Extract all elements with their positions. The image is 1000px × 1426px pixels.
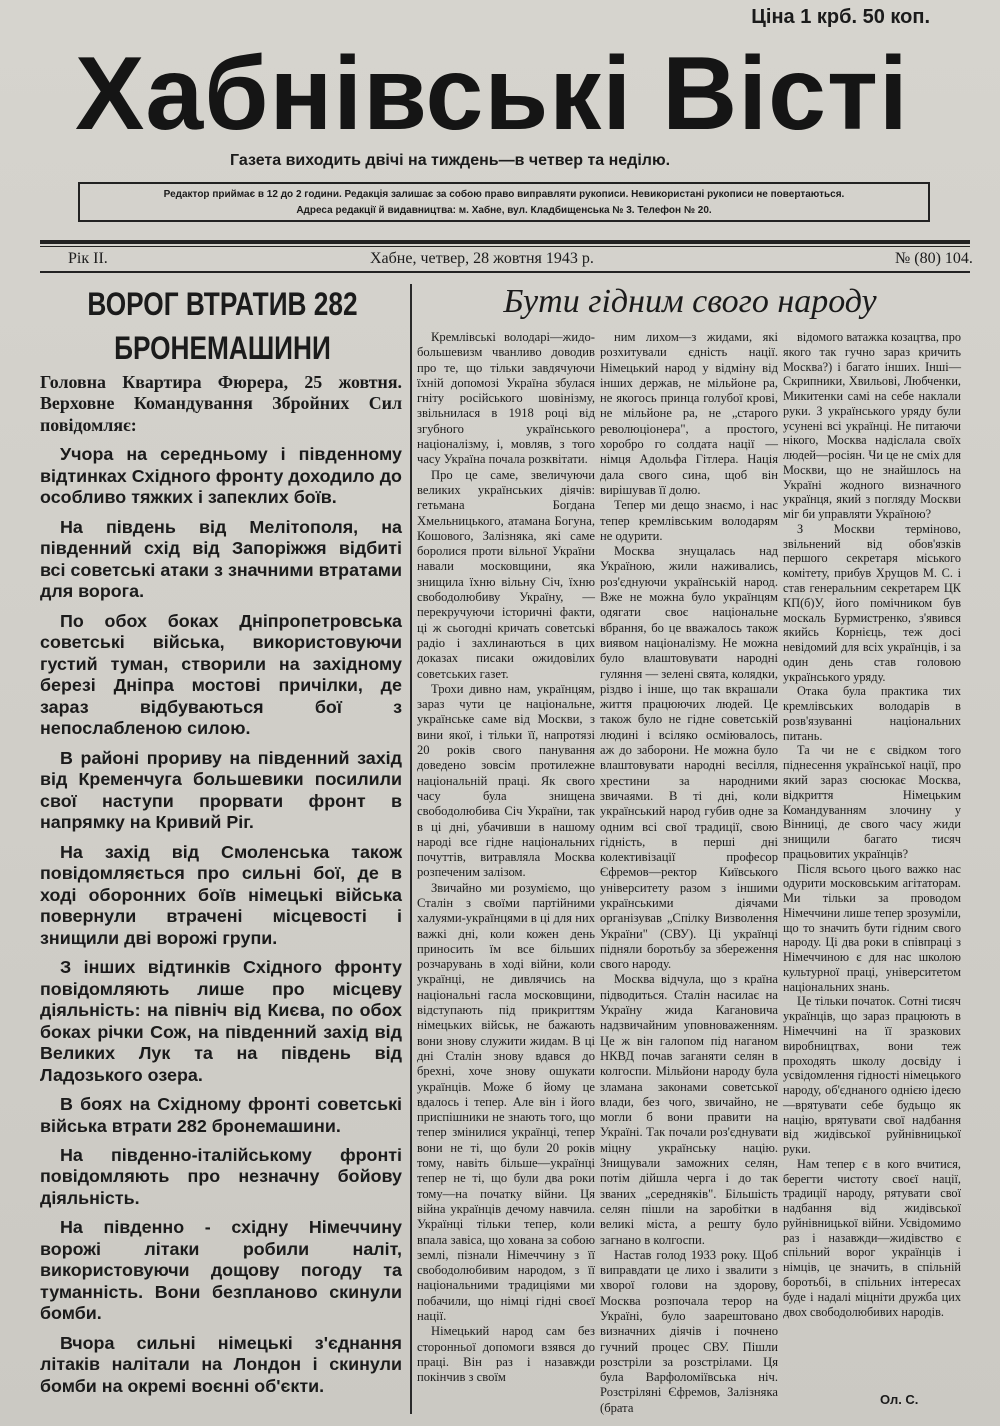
article-paragraph: Москва відчула, що з країна підводиться. Сталін насилає на Україну жида Кагановича надзвичайним уповноваженням. Це ж він галопом під наганом НКВД почав заганяти селян в колгоспи. Мільйони народу була зламана законами советської влади, без чого, звичайно, не могли б вони правити на Україні. Так почали роз'єднувати міцну українську націю. Знищували заможних селян, потім дійшла черга і до так званих „середняків". Більшість селян пішли на заробітки в великі міста, а решту було загнано в колгоспи. bbox=[600, 972, 778, 1247]
left-article-paragraph: На південно-італійському фронті повідомляють про незначну бойову діяльність. bbox=[40, 1144, 402, 1208]
article-paragraph: Кремлівські володарі—жидо-большевизм чванливо доводив про те, що тільки завдячуючи їхній допомозі Україна збулася гніту російського шовінізму, звільнилася в 1918 році від згубного українського націоналізму, і, мовляв, з того часу Україна почала розквітати. bbox=[417, 330, 595, 467]
left-article-paragraph: Учора на середньому і південному відтинках Східного фронту доходило до особливо тяжких і запеклих боїв. bbox=[40, 444, 402, 508]
masthead-title: Хабнівські Вісті bbox=[75, 36, 909, 152]
price-label: Ціна 1 крб. 50 коп. bbox=[751, 6, 930, 28]
top-rule-thin bbox=[40, 246, 970, 247]
article-paragraph: Звичайно ми розуміємо, що Сталін з своїми партійними халуями-українцями в ці для них важкі дні, коли кожен день приносить їм все більших розчарувань в ході війни, коли українці, не дивлячись на національні гасла московщини, відступають під прикриттям німецьких військ, не бажають вони знову служити жидам. В ці дні Сталін знову вдався до брехні, хоче знову ошукати українців. Може б йому це вдалось і тепер. Але він і його приспішники не знають того, що тепер змінилися українці, тепер вони не ті, що були 20 років тому, навіть більше—українці тепер не ті, що були два роки тому—на початку війни. Ця війна українців дечому навчила. Українці тільки тепер, коли впала завіса, що хована за собою землі, пізнали Німеччину з її свободолюбивим народом, з її національними традиціями ми побачили, що німці гідні своєї нації. bbox=[417, 880, 595, 1323]
left-article-headline: ВОРОГ ВТРАТИВ 282 БРОНЕМАШИНИ bbox=[87, 286, 358, 366]
article-paragraph: Нам тепер є в кого вчитися, берегти чистоту своєї нації, традиції народу, рятувати свої надбання від жидівської руйнівницької війни. Усвідомимо раз і назавжди—жидівство є спільний ворог українців і німців, це значить, в спільній боротьбі, в спільних інтересах буде і надалі міцніти дружба цих двох свободолюбивих народів. bbox=[783, 1156, 961, 1319]
article-paragraph: Німецький народ сам без сторонньої допомоги взявся до праці. Він раз і назавжди покінчив з своїм bbox=[417, 1324, 595, 1385]
left-article-paragraph: На південь від Мелітополя, на південний схід від Запоріжжя відбиті всі советські атаки з значними втратами для ворога. bbox=[40, 516, 402, 602]
left-article-paragraph: По обох боках Дніпропетровська советські війська, використовуючи густий туман, створили на західному березі Дніпра мостові причілки, де зараз відбуваються бої з непослабленою силою. bbox=[40, 610, 402, 739]
article-paragraph: Москва знущалась над Україною, жили наживались, роз'єднуючи українській народ. Вже не можна було українцям одягати своє національне вбрання, бо це вважалось також виявом націоналізму. Не можна було влаштовувати народні гуляння — зелені свята, колядки, різдво і інше, що так вкрашали життя працюючих людей. Це також було не гідне советській людині і всіляко осміювалось, аж до заборони. Не можна було влаштовувати народні весілля, хрестини за народними звичаями. В ті дні, коли український народ губив одне за одним всі свої традиції, свою гідність, в перші дні колективізації професор Єфремов—ректор Київського університету разом з іншими українськими діячами організував „Спілку Визволення України" (СВУ). Ці українці підняли боротьбу за збереження свого народу. bbox=[600, 544, 778, 972]
article-paragraph: ним лихом—з жидами, які розхитували єдність нації. Німецький народ у відміну від інших держав, не мільйоне ра, не якогось принца голубої крові, не мільйоне ра, не „старого революціонера", а простого, хоробро го солдата нації — німця Адольфа Гітлера. Нація дала свого сина, щоб він вирішував її долю. bbox=[600, 330, 778, 497]
editorial-info-line-1: Редактор приймає в 12 до 2 години. Редакція залишає за собою право виправляти рукописи. Невикористані рукописи не повертаються. bbox=[163, 189, 845, 200]
left-article-paragraph: На захід від Смоленська також повідомляється про сильні бої, де в ході оборонних боїв німецькі війська повернули втрачені місцевості і знищили дві ворожі групи. bbox=[40, 841, 402, 948]
issue-year: Рік II. bbox=[68, 250, 108, 267]
left-article-body bbox=[40, 372, 402, 1405]
article-paragraph: Та чи не є свідком того піднесення української нації, про який зараз сюсюкає Москва, відкриття Німецьким Командуванням злочину у Вінниці, де свого часу жиди знищили багато тисяч працьовитих українців? bbox=[783, 743, 961, 861]
left-article-paragraph: В боях на Східному фронті советські війська втрати 282 бронемашини. bbox=[40, 1094, 402, 1136]
issue-date: Хабне, четвер, 28 жовтня 1943 р. bbox=[370, 250, 594, 267]
article-signature: Ол. С. bbox=[880, 1392, 919, 1407]
top-rule bbox=[40, 240, 970, 244]
publication-schedule: Газета виходить двічі на тиждень—в четвер та неділю. bbox=[230, 152, 671, 169]
right-article-column-2 bbox=[600, 330, 778, 1416]
column-divider bbox=[410, 284, 412, 1414]
left-article-paragraph: З інших відтинків Східного фронту повідомляють лише про місцеву діяльність: на північ від Києва, по обох боках річки Сож, на південний захід від Великих Лук та на південь від Ладозького озера. bbox=[40, 957, 402, 1085]
article-paragraph: Настав голод 1933 року. Щоб виправдати це лихо і звалити з хворої голови на здорову, Москва розпочала терор на Україні, було заарештовано визначних діячів і почнено гучний процес СВУ. Пішли розстріли за розстрілами. Ця була Варфоломіївська ніч. Розстріляні Єфремов, Залізняка (брата bbox=[600, 1247, 778, 1415]
left-article-paragraph: В районі прориву на південний захід від Кременчуга большевики посилили свої наступи прорвати фронт в напрямку на Кривий Ріг. bbox=[40, 747, 402, 833]
right-article-column-1 bbox=[417, 330, 595, 1385]
article-paragraph: Тепер ми дещо знаємо, і нас тепер кремлівським володарям не одурити. bbox=[600, 498, 778, 543]
article-paragraph: Трохи дивно нам, українцям, зараз чути це національне, українське саме від Москви, з вини якої, і тільки її, напротязі 20 років свого панування доведено зовсім протилежне національній праці. Як свого часу була знищена свободолюбива Січ України, так в ці дні, убачивши в нашому народі все гідне національних почуттів, витравляла Москва розпеченим залізом. bbox=[417, 681, 595, 880]
editorial-info-line-2: Адреса редакції й видавництва: м. Хабне, вул. Кладбищенська № 3. Телефон № 20. bbox=[296, 205, 712, 216]
article-paragraph: Це тільки початок. Сотні тисяч українців, що зараз працюють в Німеччині на її зразкових виробництвах, вони теж проходять школу досвіду і усвідомлення гідності німецького народу, об'єднаного однією ідеєю—врятувати себе будьщо як націю, врятувати свої надбання від жидівської руйнівницької руки. bbox=[783, 994, 961, 1157]
article-paragraph: Отака була практика тих кремлівських володарів в розв'язуванні національних питань. bbox=[783, 684, 961, 743]
left-article-paragraph: На південно - східну Німеччину ворожі літаки робили наліт, використовуючи дощову погоду та туманність. Вони безплановo скинули бомби. bbox=[40, 1217, 402, 1324]
article-paragraph: Після всього цього важко нас одурити московським агітаторам. Ми тільки за проводом Німеччини лише тепер зрозуміли, що то значить бути гідним свого народу. Ці два роки в співпраці з Німеччиною є для нас школою культурної праці, університетом національних знань. bbox=[783, 861, 961, 994]
left-article-paragraph: Вчора сильні німецькі з'єднання літаків налітали на Лондон і скинули бомби на окремі воєнні об'єкти. bbox=[40, 1332, 402, 1396]
right-article-column-3 bbox=[783, 330, 961, 1319]
article-paragraph: З Москви терміново, звільнений від обов'язків першого секретаря міського комітету, прибув Хрущов М. С. і став генеральним секретарем ЦК КП(б)У, його помічником був москаль Бурмистренко, з'явився якийсь Корнієць, теж досі невідомий для всіх українців, і за один день став головою українського уряду. bbox=[783, 521, 961, 684]
left-article-lead: Головна Квартира Фюрера, 25 жовтня. Верховне Командування Збройних Сил повідомляє: bbox=[40, 372, 402, 435]
issue-number: № (80) 104. bbox=[895, 250, 973, 267]
article-paragraph: відомого ватажка козацтва, про якого так гучно зараз кричить Москва?) і багато інших. Інші—Скрипники, Хвильові, Любченки, Микитенки самі на себе наклали руки. З українського уряду були усунені всі українці. Не питаючи нікого, Москва надіслала своїх людей—росіян. Чи це не сміх для Москви, що не знайшлось на Україні жодного визначного українця, який з погляду Москви міг би управляти Україною? bbox=[783, 330, 961, 522]
editorial-info-box bbox=[78, 182, 930, 222]
article-paragraph: Про це саме, звеличуючи великих українських діячів: гетьмана Богдана Хмельницького, атамана Богуна, Кошового, Залізняка, які саме боролися проти вільної України навали московщини, яка знищила їхню вільну Січ, їхню свободолюбиву Україну, — перекручуючи історичні факти, ці ж сьогодні кричать советські радіо і захлинаються в цих доказах писаки ожидовілих советських газет. bbox=[417, 467, 595, 681]
right-article-headline: Бути гідним свого народу bbox=[503, 283, 877, 320]
dateline-rule bbox=[40, 271, 970, 273]
